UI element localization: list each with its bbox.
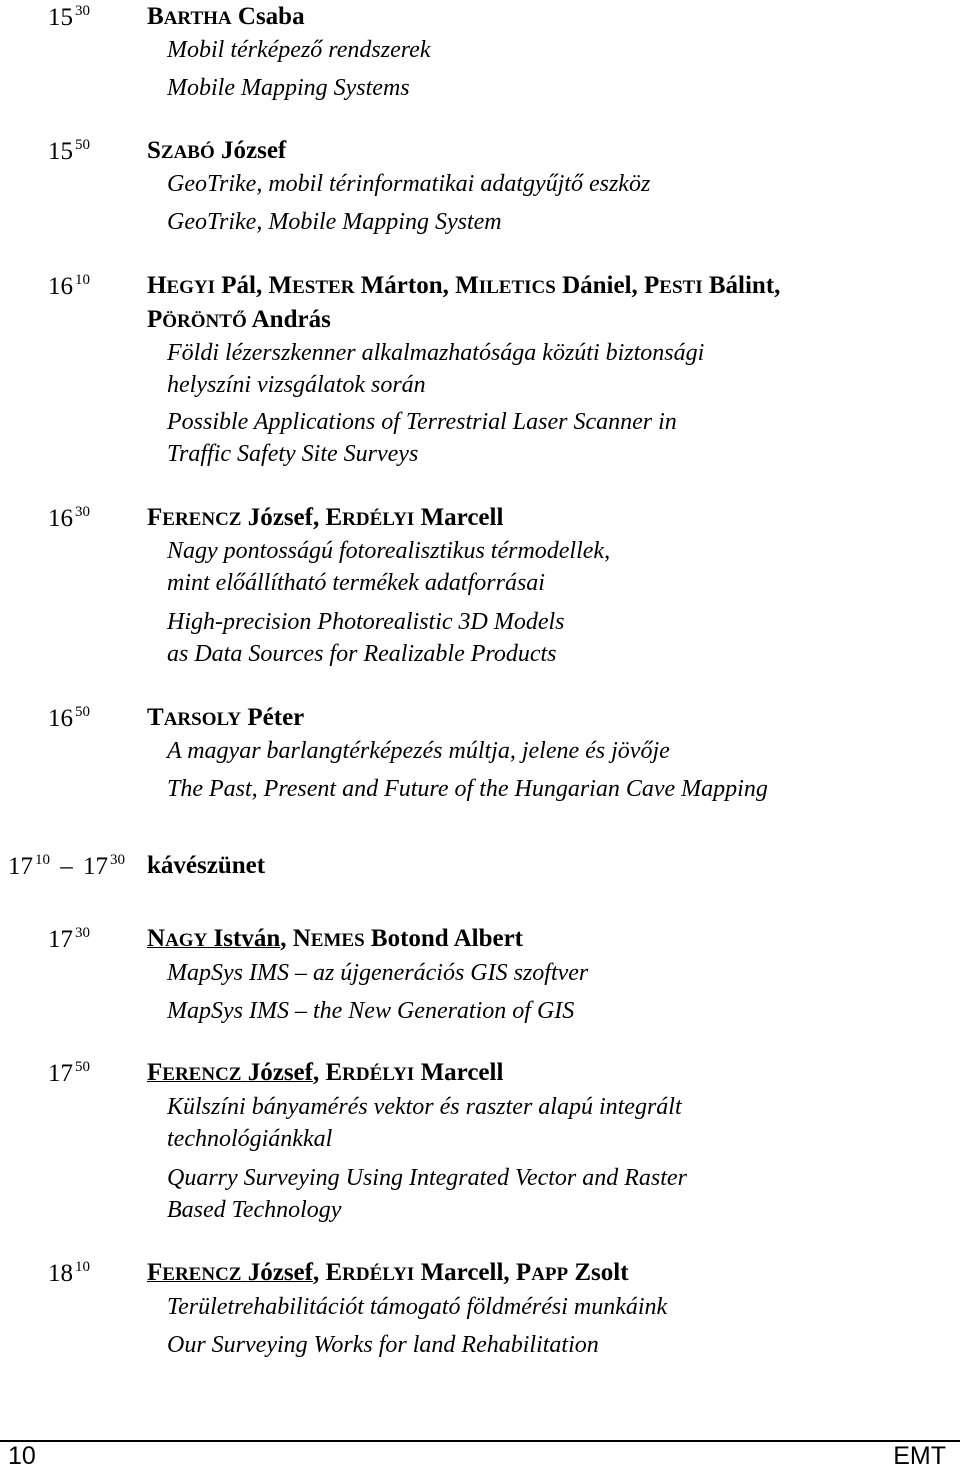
- talk-title-hu: Földi lézerszkenner alkalmazhatósága közúti biztonsági: [167, 340, 705, 366]
- author-surname: ERDÉLYI: [325, 1259, 415, 1286]
- talk-title-hu: technológiánkkal: [167, 1126, 333, 1152]
- talk-title-en: Mobile Mapping Systems: [167, 75, 410, 101]
- page-number: 10: [8, 1442, 36, 1470]
- talk-title-en: Based Technology: [167, 1197, 342, 1223]
- session-authors: FERENCZ József, ERDÉLYI Marcell, PAPP Zsolt: [147, 1259, 629, 1286]
- author-surname: SZABÓ: [147, 137, 215, 164]
- session-authors-cont: PÖRÖNTŐ András: [147, 306, 331, 333]
- talk-title-hu: Nagy pontosságú fotorealisztikus térmodellek,: [167, 538, 611, 564]
- author-surname: FERENCZ: [147, 504, 242, 531]
- talk-title-hu: A magyar barlangtérképezés múltja, jelene és jövője: [167, 738, 670, 764]
- presenting-author: NAGY István: [147, 925, 281, 952]
- talk-title-en: Quarry Surveying Using Integrated Vector and Raster: [167, 1165, 687, 1191]
- talk-title-en: as Data Sources for Realizable Products: [167, 641, 557, 667]
- author-surname: PAPP: [515, 1259, 569, 1286]
- author-surname: FERENCZ: [147, 1059, 242, 1086]
- author-surname: ERDÉLYI: [325, 504, 415, 531]
- footer-rule: [0, 1440, 960, 1442]
- talk-title-en: High-precision Photorealistic 3D Models: [167, 609, 565, 635]
- talk-title-hu: MapSys IMS – az újgenerációs GIS szoftver: [167, 960, 589, 986]
- session-authors: HEGYI Pál, MESTER Márton, MILETICS Dániel, PESTI Bálint,: [147, 272, 781, 299]
- talk-title-hu: GeoTrike, mobil térinformatikai adatgyűjtő eszköz: [167, 171, 651, 197]
- session-authors: FERENCZ József, ERDÉLYI Marcell: [147, 1059, 504, 1086]
- session-time: 17 $^{30}$: [48, 925, 90, 953]
- author-surname: FERENCZ: [147, 1259, 242, 1286]
- author-surname: PESTI: [644, 272, 703, 299]
- author-surname: PÖRÖNTŐ: [147, 306, 247, 333]
- session-time: 18 $^{10}$: [48, 1259, 90, 1287]
- session-authors: SZABÓ József: [147, 137, 287, 164]
- session-time: 16 $^{50}$: [48, 704, 90, 732]
- author-surname: MESTER: [268, 272, 355, 299]
- talk-title-en: Possible Applications of Terrestrial Laser Scanner in: [167, 409, 677, 435]
- footer-label: EMT: [893, 1442, 946, 1470]
- talk-title-hu: Külszíni bányamérés vektor és raszter alapú integrált: [167, 1094, 682, 1120]
- session-time: 17 $^{50}$: [48, 1059, 90, 1087]
- talk-title-en: Our Surveying Works for land Rehabilitation: [167, 1332, 599, 1358]
- presenting-author: FERENCZ József: [147, 1059, 313, 1086]
- break-time: 17 $^{10}$ – 17 $^{30}$: [8, 852, 125, 880]
- author-surname: MILETICS: [455, 272, 556, 299]
- presenting-author: FERENCZ József: [147, 1259, 313, 1286]
- author-surname: TARSOLY: [147, 704, 242, 731]
- talk-title-hu: helyszíni vizsgálatok során: [167, 372, 426, 398]
- session-authors: BARTHA Csaba: [147, 3, 305, 30]
- talk-title-en: Traffic Safety Site Surveys: [167, 441, 419, 467]
- talk-title-en: MapSys IMS – the New Generation of GIS: [167, 998, 575, 1024]
- author-surname: NEMES: [292, 925, 365, 952]
- talk-title-hu: mint előállítható termékek adatforrásai: [167, 570, 545, 596]
- talk-title-hu: Mobil térképező rendszerek: [167, 37, 431, 63]
- talk-title-en: The Past, Present and Future of the Hungarian Cave Mapping: [167, 776, 768, 802]
- session-time: 15 $^{50}$: [48, 137, 90, 165]
- talk-title-hu: Területrehabilitációt támogató földmérési munkáink: [167, 1294, 668, 1320]
- talk-title-en: GeoTrike, Mobile Mapping System: [167, 209, 502, 235]
- session-time: 15 $^{30}$: [48, 3, 90, 31]
- session-authors: NAGY István, NEMES Botond Albert: [147, 925, 524, 952]
- author-surname: ERDÉLYI: [325, 1059, 415, 1086]
- session-time: 16 $^{10}$: [48, 272, 90, 300]
- session-authors: FERENCZ József, ERDÉLYI Marcell: [147, 504, 504, 531]
- author-surname: HEGYI: [147, 272, 216, 299]
- author-surname: NAGY: [147, 925, 208, 952]
- session-authors: TARSOLY Péter: [147, 704, 305, 731]
- session-time: 16 $^{30}$: [48, 504, 90, 532]
- coffee-break-label: kávészünet: [147, 852, 266, 879]
- author-surname: BARTHA: [147, 3, 232, 30]
